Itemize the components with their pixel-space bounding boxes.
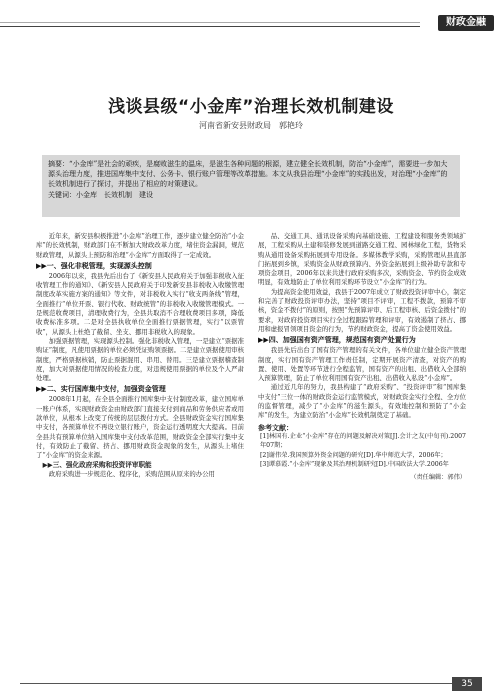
body-paragraph: 加强票据管理，实现源头控制。强化非税收入管理，一是建立“票据准购证”制度，凡使用票据的单位必须凭证购领票据。二是建立票据使用审核制度，严格票据核销，防止票据混用、串用、替用。三是建立票据稽查制度，加大对票据使用情况的检查力度，对违规使用票据的单位及个人严肃处理。	[36, 336, 244, 383]
body-paragraph: 近年来，新安县积极推进“小金库”治理工作，逐步建立健全防治“小金库”的长效机制，财政部门在不断加大财政改革力度，堵住资金漏洞，规范财政管理，从源头上预防和治理“小金库”方面取得了一定成效。	[36, 232, 244, 259]
right-column	[258, 232, 466, 482]
header-rule-thin	[0, 22, 420, 23]
body-paragraph: 2006年以来，我县先后出台了《新安县人民政府关于加强非税收入征收管理工作的通知》、《新安县人民政府关于印发新安县非税收入收缴管理制度改革实施方案的通知》等文件，对非税收入实行“收支两条线”管理，全面推行“单位开票、银行代收、财政统管”的非税收入收缴管理模式。一是规范收费项目，清理收费行为，全县共取消不合理收费项目多项，降低收费标准多项。二是对全县执收单位全面推行票据管理，实行“以票管收”，从源头上杜绝了截留、坐支、挪用非税收入的现象。	[36, 271, 244, 336]
editor-signature: （责任编辑：郭伟）	[410, 474, 466, 482]
left-column	[36, 232, 244, 479]
body-paragraph: 为提高资金使用效益，我县于2007年成立了财政投资评审中心，制定和完善了财政投资评审办法，坚持“项目不评审，工程不拨款，预算不审核，资金不拨付”的原则，按照“先预算评审、后工程审核、后资金拨付”的要求，对政府投资项目实行全过程跟踪管理和评审，有效遏制了挤占、挪用和虚报冒领项目资金的行为，节约财政资金，提高了资金使用效益。	[258, 287, 466, 333]
reference-item: [1]林国有.企业“小金库”存在的问题及解决对策[J].会计之友(中旬刊).2007年07期；	[260, 432, 466, 450]
abstract-text: 摘要：“小金库”是社会的顽疾，是腐败滋生的温床，是滋生各种问题的根源，建立健全长效机制，防治“小金库”，需要进一步加大源头治理力度，推进国库集中支付、公务卡、银行账户管理等改革措施。本文从我县治理“小金库”的实践出发，对治理“小金库”的长效机制进行了探讨，并提出了相应的对策建议。	[48, 160, 448, 188]
body-paragraph: 政府采购进一步规范化、程序化，采购范围从原来的办公用	[48, 470, 215, 479]
section-heading: ▶▶一、强化非税管理，实现源头控制	[36, 261, 152, 270]
body-paragraph: 品、交通工具、通讯设备采购向基础设施、工程建设和服务类领域扩展，工程采购从土建和装修发展到道路交通工程、园林绿化工程，货物采购从通用设备采购拓展到专用设备。多媒体教学采购，采购管理从县直部门拓展到乡镇，采购资金从财政预算内、外资金拓展到上级补助专款和专项资金项目，2006年以来共进行政府采购多次，采购资金、节约资金成效明显，有效地防止了单位利用采购环节设立“小金库”的行为。	[258, 232, 466, 287]
section-heading: ▶▶四、加强国有资产管理，规范国有资产处置行为	[258, 336, 416, 345]
reference-item: [3]谭慕霞.“小金库”现象及其治理机制研究[D].中国政法大学.2006年	[260, 460, 449, 468]
footer-rule	[20, 683, 460, 684]
references-title: 参考文献：	[258, 422, 293, 432]
abstract-box	[42, 155, 460, 217]
section-heading: ▶▶二、实行国库集中支付，加强资金管理	[36, 385, 166, 394]
column-tag: 财政金融	[438, 15, 494, 31]
body-paragraph: 我县先后出台了国有资产管理的有关文件，各单位建立健全资产管理制度，实行国有资产管理工作责任制，定期开展资产清查，对资产的购置、使用、处置等环节进行全程监管，国有资产的出租、出借收入全部纳入预算管理，防止了单位利用国有资产出租、出借收入私设“小金库”。	[258, 346, 466, 383]
body-paragraph: 通过近几年的努力，我县构建了“政府采购”、“投资评审”和“国库集中支付”三位一体的财政资金运行监管模式，对财政资金实行全程、全方位的监督管理，减少了“小金库”的滋生源头，有效地控制和预防了“小金库”的发生，为建立防治“小金库”长效机制奠定了基础。	[258, 383, 466, 420]
section-heading: ▶▶三、强化政府采购和投资评审职能	[42, 460, 152, 469]
body-paragraph: 2008年1月起，在全县全面推行国库集中支付制度改革，建立国库单一账户体系，实现财政资金由财政部门直接支付到商品和劳务供应者或用款单位，从根本上改变了传统的层层拨付方式。全县财政资金实行国库集中支付，各预算单位不再设立银行账户，资金运行透明度大大提高。目前全县共有预算单位纳入国库集中支付改革范围，财政资金全部实行集中支付，有效防止了截留、挤占、挪用财政资金现象的发生，从源头上堵住了“小金库”的资金来源。	[36, 395, 244, 460]
page-number: 35	[452, 677, 482, 691]
header-rule	[0, 26, 420, 27]
page-footer	[0, 677, 502, 697]
article-title: 浅谈县级“小金库”治理长效机制建设	[108, 97, 394, 117]
page-header	[0, 0, 502, 30]
article-author: 河南省新安县财政局 郭艳玲	[199, 121, 303, 130]
reference-item: [2]谢伟荣.我国预算外资金问题的研究[D].华中师范大学，2006年；	[260, 451, 447, 459]
keywords: 关键词：小金库 长效机制 建设	[48, 191, 153, 199]
